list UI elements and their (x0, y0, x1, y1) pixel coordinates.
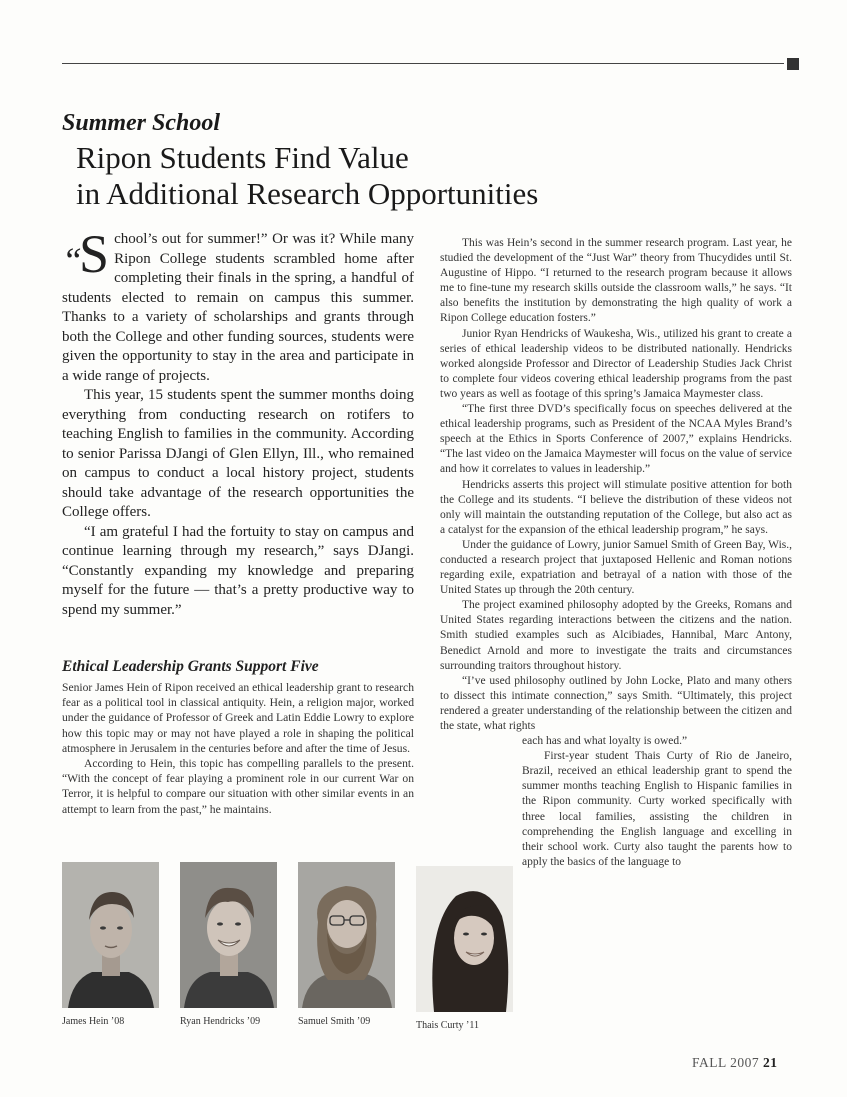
photo-caption: Ryan Hendricks ’09 (180, 1016, 261, 1027)
top-rule (62, 63, 784, 64)
section-paragraph-1: Senior James Hein of Ripon received an ethical leadership grant to research fear as a political tool in classical antiquity. Hein, a religion major, worked under the guidance of Professor of Greek and Latin Eddie Lowry to explore how this topic may or may not have played a role in shaping the political atmosphere in Jerusalem in the centuries before and after the time of Jesus. (62, 681, 414, 755)
right-paragraph-2: Junior Ryan Hendricks of Waukesha, Wis., utilized his grant to create a series of ethical leadership videos to be distributed nationally. Hendricks worked alongside Professor and Director of Leadership Studies Jack Christ to complete four videos covering ethical leadership programs from the past two years as well as footage of this spring’s Jamaica Maymester class. (440, 327, 792, 400)
section-subheading: Ethical Leadership Grants Support Five (62, 658, 319, 675)
portrait-image (298, 862, 395, 1008)
portrait-image (180, 862, 277, 1008)
right-paragraph-3: “The first three DVD’s specifically focus on speeches delivered at the ethical leadership programs, such as President of the NCAA Myles Brand’s speech at the Ethics in Sports Conference of 2007,” explains Hendricks. “The last video on the Jamaica Maymester will focus on the value of service and how it correlates to values in leadership.” (440, 403, 792, 476)
lead-paragraph-1-text: chool’s out for summer!” Or was it? While many Ripon College students scrambled home after completing their finals in the spring, a handful of students elected to remain on campus this summer. Thanks to a variety of scholarships and grants through both the College and other funding sources, students were given the opportunity to stay in the area and participate in a wide range of projects. (62, 231, 414, 384)
photo-caption: Samuel Smith ’09 (298, 1016, 371, 1027)
wrapped-text (522, 734, 792, 870)
right-paragraph-7-cont: each has and what loyalty is owed.” (522, 735, 688, 748)
portrait-image (416, 866, 513, 1012)
photo-caption: James Hein ’08 (62, 1016, 125, 1027)
article-headline (76, 140, 776, 212)
photo-ryan-hendricks (180, 862, 277, 1027)
photo-james-hein (62, 862, 159, 1027)
lead-paragraph-2: This year, 15 students spent the summer months doing everything from conducting research on rotifers to teaching English to families in the community. According to senior Parissa DJangi of Glen Ellyn, Ill., who remained on campus to conduct a local history project, students should take advantage of the research opportunities the College offers. (62, 387, 414, 520)
section-body (62, 680, 414, 817)
page-number: 21 (763, 1055, 778, 1070)
right-column-body (440, 236, 792, 870)
section-paragraph-2: According to Hein, this topic has compelling parallels to the present. “With the concept of fear playing a prominent role in our current War on Terror, it is helpful to compare our situation with other similar events in an attempt to learn from the past,” he maintains. (62, 757, 414, 816)
lead-paragraph-1 (62, 224, 414, 386)
drop-cap: S (79, 224, 110, 284)
photo-caption: Thais Curty ’11 (416, 1020, 479, 1031)
open-quote-mark: “ (62, 240, 80, 280)
photo-samuel-smith (298, 862, 395, 1027)
page-footer (692, 1055, 778, 1071)
drop-cap-group (62, 224, 110, 284)
section-kicker: Summer School (62, 110, 221, 136)
right-paragraph-5: Under the guidance of Lowry, junior Samuel Smith of Green Bay, Wis., conducted a research project that juxtaposed Hellenic and Roman notions regarding exile, expatriation and betrayal of a nation with those of the United States up through the 20th century. (440, 538, 792, 597)
issue-label: FALL 2007 (692, 1055, 760, 1070)
rule-end-marker (787, 58, 799, 70)
lead-text (62, 224, 414, 620)
right-paragraph-4: Hendricks asserts this project will stimulate positive attention for both the College and its students. “I believe the distribution of these videos not only will maintain the outstanding reputation of the College, but also act as a catalyst for the expansion of the ethical leadership program,” he says. (440, 478, 792, 536)
right-paragraph-6: The project examined philosophy adopted by the Greeks, Romans and United States regarding interactions between the citizens and the nation. Smith studied examples such as Alcibiades, Hannibal, Marc Antony, Benedict Arnold and more to investigate the traits and circumstances surrounding traitors throughout history. (440, 599, 792, 672)
photo-thais-curty (416, 866, 513, 1031)
portrait-image (62, 862, 159, 1008)
lead-paragraph-3: “I am grateful I had the fortuity to stay on campus and continue learning through my research,” says DJangi. “Constantly expanding my knowledge and preparing myself for the future — that’s a pretty productive way to spend my summer.” (62, 523, 414, 618)
headline-line-2: in Additional Research Opportunities (76, 176, 539, 211)
left-column (62, 224, 414, 817)
right-paragraph-7: “I’ve used philosophy outlined by John Locke, Plato and many others to dissect this intimate connection,” says Smith. “Ultimately, this project rendered a greater understanding of the relationship between the citizen and the state, what rights (440, 674, 792, 732)
headline-line-1: Ripon Students Find Value (76, 140, 409, 175)
right-column (440, 236, 792, 870)
right-paragraph-8: First-year student Thais Curty of Rio de Janeiro, Brazil, received an ethical leadership grant to spend the summer months teaching English to Hispanic families in the Ripon community. Curty worked specifically with three local families, assisting the children in comprehending the English language and excelling in their school work. Curty also taught the parents how to apply the basics of the language to (522, 750, 792, 868)
right-paragraph-1: This was Hein’s second in the summer research program. Last year, he studied the development of the “Just War” theory from Thucydides until St. Augustine of Hippo. “I returned to the research program because it allows me to fine-tune my research skills outside the classroom walls,” he says. “It also benefits the institution by demonstrating the high quality of work a Ripon College education fosters.” (440, 237, 792, 325)
